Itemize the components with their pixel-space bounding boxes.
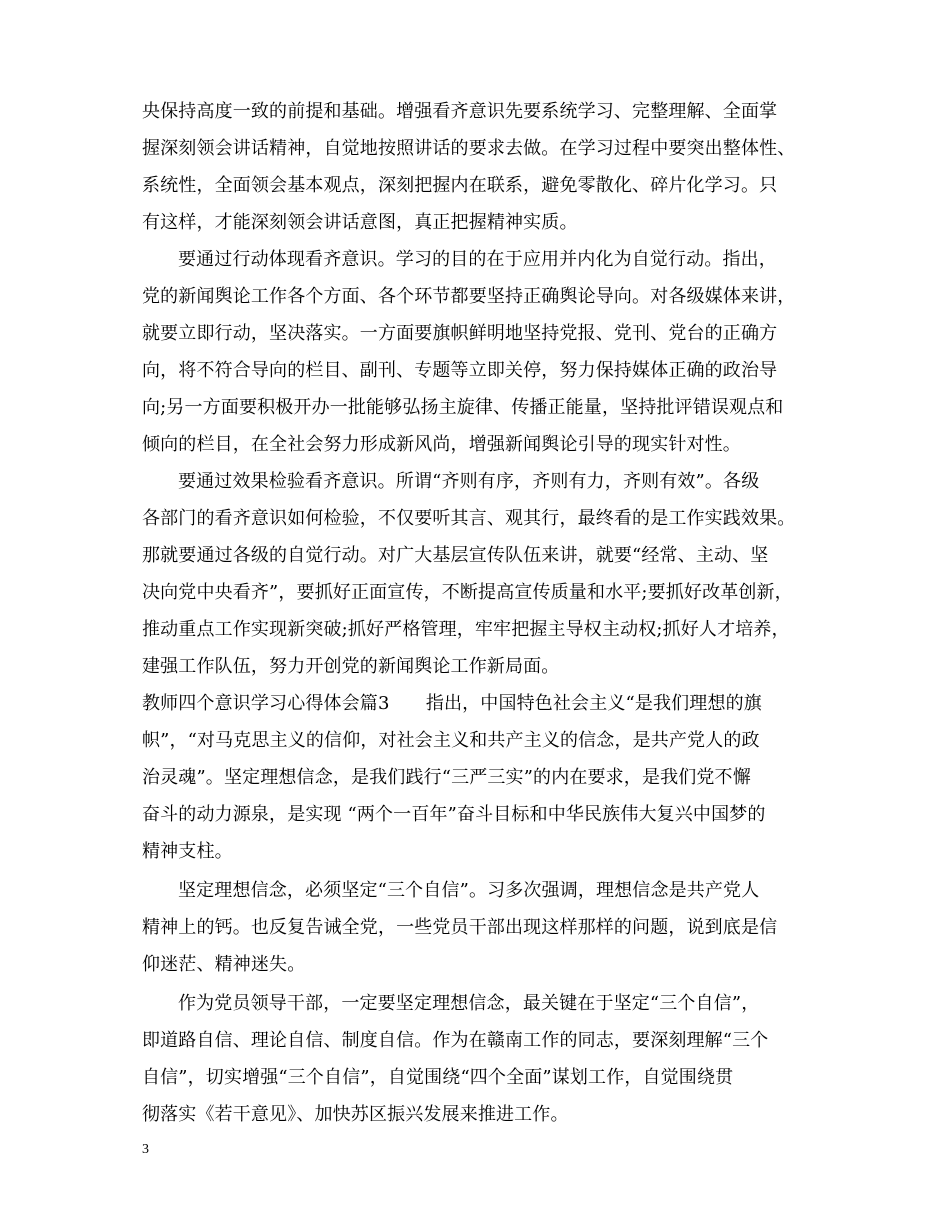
text-line: 有这样，才能深刻领会讲话意图，真正把握精神实质。 [142,212,578,233]
text-line: 就要立即行动，坚决落实。一方面要旗帜鲜明地坚持党报、党刊、党台的正确方 [142,323,778,344]
text-line: 推动重点工作实现新突破;抓好严格管理，牢牢把握主导权主动权;抓好人才培养， [142,619,790,640]
text-line: 自信”，切实增强“三个自信”，自觉围绕“四个全面”谋划工作，自觉围绕贯 [142,1067,734,1088]
text-line: 教师四个意识学习心得体会篇3 指出，中国特色社会主义“是我们理想的旗 [142,693,762,714]
page-number: 3 [142,1142,149,1157]
text-line: 央保持高度一致的前提和基础。增强看齐意识先要系统学习、完整理解、全面掌 [142,101,778,122]
text-line: 仰迷茫、精神迷失。 [142,954,306,975]
text-line: 治灵魂”。坚定理想信念，是我们践行“三严三实”的内在要求，是我们党不懈 [142,767,751,788]
text-line: 帜”，“对马克思主义的信仰，对社会主义和共产主义的信念，是共产党人的政 [142,730,760,751]
text-line: 作为党员领导干部，一定要坚定理想信念，最关键在于坚定“三个自信”， [178,993,760,1014]
text-line: 握深刻领会讲话精神，自觉地按照讲话的要求去做。在学习过程中要突出整体性、 [142,138,796,159]
text-line: 要通过效果检验看齐意识。所谓“齐则有序，齐则有力，齐则有效”。各级 [178,471,760,492]
text-line: 决向党中央看齐”，要抓好正面宣传，不断提高宣传质量和水平;要抓好改革创新， [142,582,793,603]
text-line: 精神支柱。 [142,841,233,862]
text-line: 坚定理想信念，必须坚定“三个自信”。习多次强调，理想信念是共产党人 [178,880,760,901]
text-line: 系统性，全面领会基本观点，深刻把握内在联系，避免零散化、碎片化学习。只 [142,175,778,196]
text-line: 要通过行动体现看齐意识。学习的目的在于应用并内化为自觉行动。指出， [178,249,777,270]
text-line: 即道路自信、理论自信、制度自信。作为在赣南工作的同志，要深刻理解“三个 [142,1030,769,1051]
text-line: 向，将不符合导向的栏目、副刊、专题等立即关停，努力保持媒体正确的政治导 [142,360,778,381]
text-line: 建强工作队伍，努力开创党的新闻舆论工作新局面。 [142,656,560,677]
text-line: 倾向的栏目，在全社会努力形成新风尚，增强新闻舆论引导的现实针对性。 [142,434,741,455]
text-line: 那就要通过各级的自觉行动。对广大基层宣传队伍来讲，就要“经常、主动、坚 [142,545,769,566]
text-line: 向;另一方面要积极开办一批能够弘扬主旋律、传播正能量，坚持批评错误观点和 [142,397,784,418]
text-line: 奋斗的动力源泉，是实现 “两个一百年”奋斗目标和中华民族伟大复兴中国梦的 [142,804,766,825]
text-line: 党的新闻舆论工作各个方面、各个环节都要坚持正确舆论导向。对各级媒体来讲， [142,286,796,307]
text-line: 各部门的看齐意识如何检验，不仅要听其言、观其行，最终看的是工作实践效果。 [142,508,796,529]
text-line: 彻落实《若干意见》、加快苏区振兴发展来推进工作。 [142,1104,569,1125]
text-line: 精神上的钙。也反复告诫全党，一些党员干部出现这样那样的问题，说到底是信 [142,917,778,938]
